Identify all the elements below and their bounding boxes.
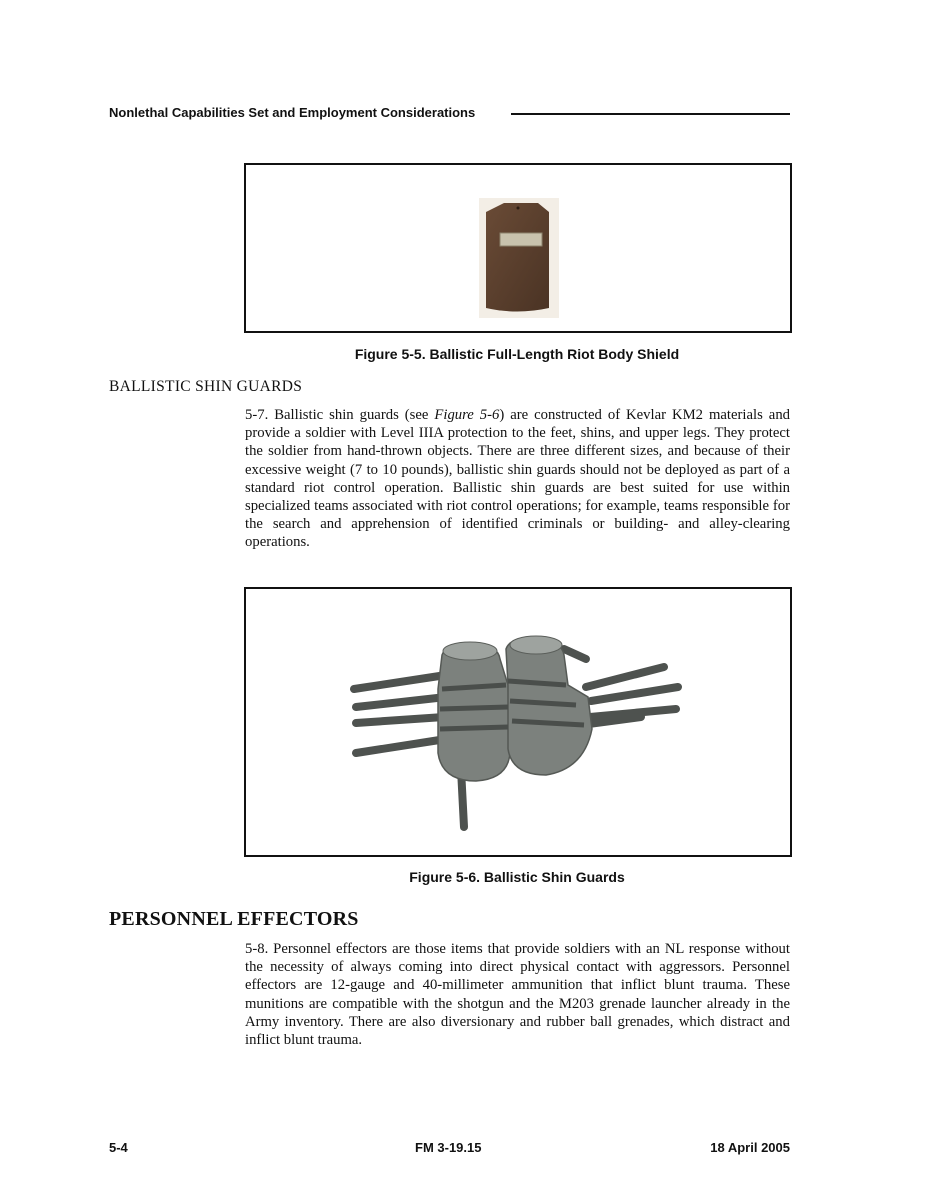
page-number: 5-4 [109, 1140, 128, 1155]
paragraph-5-8: 5-8. Personnel effectors are those items that provide soldiers with an NL response without the necessity of always coming into direct physical contact with aggressors. Personnel effectors are 12-gauge and 40-millimeter ammunition that inflict blunt trauma. These munitions are compatible with the shotgun and the M203 grenade launcher already in the Army inventory. There are also diversionary and rubber ball grenades, which distract and inflict blunt trauma. [245, 941, 790, 1049]
manual-number: FM 3-19.15 [415, 1140, 482, 1155]
figure-caption: Figure 5-6. Ballistic Shin Guards [409, 869, 625, 885]
paragraph-text: 5-7. Ballistic shin guards (see [245, 407, 435, 423]
figure-5-5-frame [244, 163, 792, 333]
figure-5-6-frame [244, 587, 792, 857]
shin-guards-image [246, 589, 790, 855]
running-head: Nonlethal Capabilities Set and Employment Considerations [109, 105, 476, 120]
paragraph-5-7 [245, 406, 790, 552]
publication-date: 18 April 2005 [710, 1140, 790, 1155]
section-heading: BALLISTIC SHIN GUARDS [109, 378, 303, 395]
paragraph-text: ) are constructed of Kevlar KM2 materials and provide a soldier with Level IIIA protection to the feet, shins, and upper legs. They protect the soldier from hand-thrown objects. There are three different sizes, and because of their excessive weight (7 to 10 pounds), ballistic shin guards should not be deployed as part of a standard riot control operation. Ballistic shin guards are best suited for use within specialized teams associated with riot control operations; for example, teams responsible for the search and apprehension of identified criminals or building- and alley-clearing operations. [245, 407, 791, 551]
section-heading: PERSONNEL EFFECTORS [109, 908, 359, 930]
riot-shield-image [246, 165, 790, 331]
figure-caption: Figure 5-5. Ballistic Full-Length Riot Body Shield [354, 346, 680, 362]
header-rule [511, 113, 790, 115]
figure-reference: Figure 5-6 [434, 407, 500, 423]
